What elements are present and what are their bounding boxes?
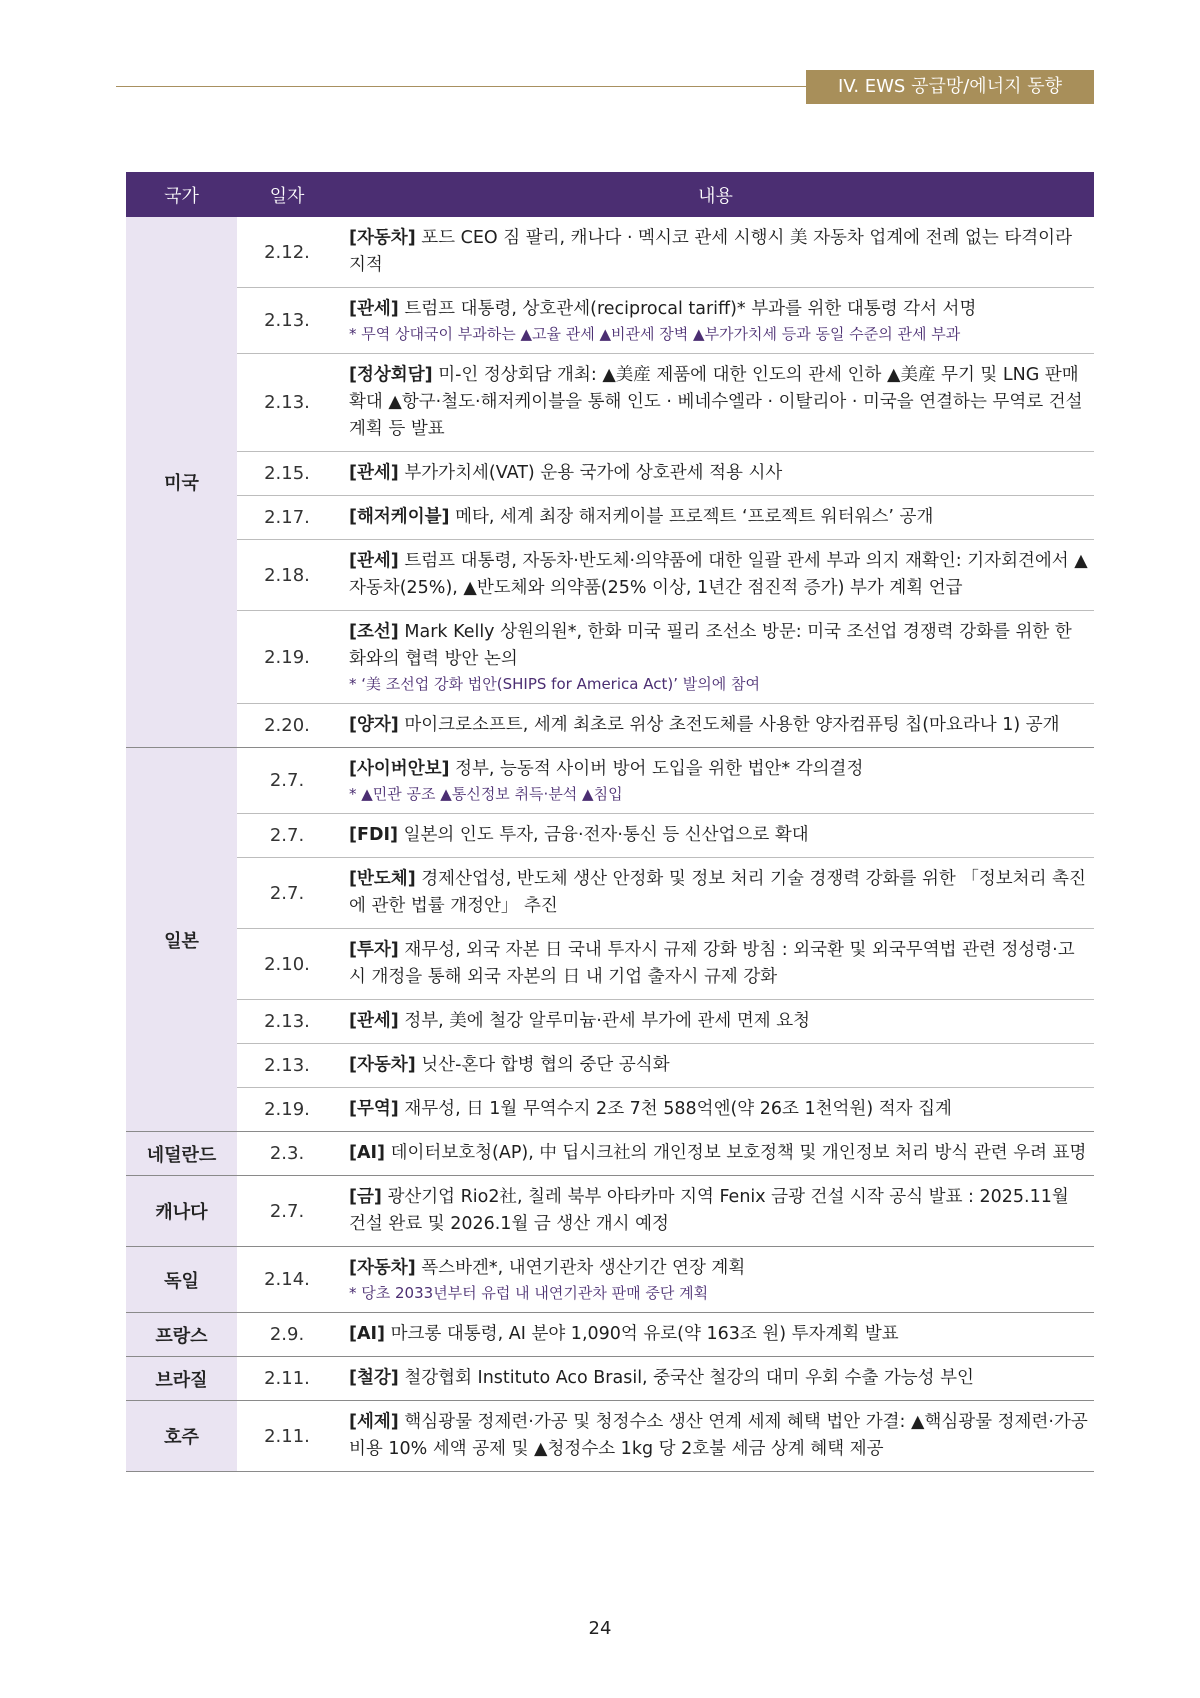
date-cell: 2.13.	[237, 1044, 337, 1088]
table-row	[126, 288, 1094, 354]
category-tag: [자동차]	[349, 228, 416, 248]
content-text	[349, 712, 1088, 739]
news-text: 메타, 세계 최장 해저케이블 프로젝트 ‘프로젝트 워터워스’ 공개	[449, 507, 934, 527]
table-row	[126, 496, 1094, 540]
date-cell: 2.7.	[237, 1176, 337, 1247]
table-row	[126, 1000, 1094, 1044]
news-text: 핵심광물 정제련·가공 및 청정수소 생산 연계 세제 혜택 법안 가결: ▲핵심광물 정제련·가공 비용 10% 세액 공제 및 ▲청정수소 1kg 당 2호불 세금 상계 혜택 제공	[349, 1412, 1088, 1459]
content-text	[349, 619, 1088, 673]
news-text: 닛산-혼다 합병 협의 중단 공식화	[415, 1055, 670, 1075]
date-cell: 2.19.	[237, 1088, 337, 1132]
table-row	[126, 748, 1094, 814]
content-text	[349, 1008, 1088, 1035]
table-row	[126, 704, 1094, 748]
date-cell: 2.15.	[237, 452, 337, 496]
column-header-date: 일자	[237, 172, 337, 217]
news-text: 부가가치세(VAT) 운용 국가에 상호관세 적용 시사	[398, 463, 783, 483]
country-cell: 호주	[126, 1401, 237, 1472]
date-cell: 2.12.	[237, 217, 337, 288]
footnote: * ▲민관 공조 ▲통신정보 취득·분석 ▲침입	[349, 785, 623, 803]
table-row	[126, 611, 1094, 704]
news-text: 재무성, 외국 자본 日 국내 투자시 규제 강화 방침 : 외국환 및 외국무역법 관련 정성령·고시 개정을 통해 외국 자본의 日 내 기업 출자시 규제 강화	[349, 940, 1075, 987]
date-cell: 2.19.	[237, 611, 337, 704]
news-text: 포드 CEO 짐 팔리, 캐나다 · 멕시코 관세 시행시 美 자동차 업계에 전례 없는 타격이라 지적	[349, 228, 1072, 275]
content-cell	[337, 611, 1094, 704]
country-cell: 네덜란드	[126, 1132, 237, 1176]
table-row	[126, 1176, 1094, 1247]
category-tag: [반도체]	[349, 869, 416, 889]
content-cell	[337, 929, 1094, 1000]
content-cell	[337, 814, 1094, 858]
content-cell	[337, 1401, 1094, 1472]
category-tag: [금]	[349, 1187, 382, 1207]
news-text: 정부, 美에 철강 알루미늄·관세 부가에 관세 면제 요청	[398, 1011, 811, 1031]
content-text	[349, 756, 1088, 783]
table-row	[126, 1247, 1094, 1313]
content-cell	[337, 217, 1094, 288]
content-text	[349, 1255, 1088, 1282]
content-text	[349, 866, 1088, 920]
news-table	[126, 172, 1094, 1472]
content-cell	[337, 1000, 1094, 1044]
date-cell: 2.7.	[237, 814, 337, 858]
header-rule	[116, 86, 806, 87]
content-text	[349, 1052, 1088, 1079]
content-cell	[337, 540, 1094, 611]
news-text: 철강협회 Instituto Aco Brasil, 중국산 철강의 대미 우회 수출 가능성 부인	[398, 1368, 974, 1388]
content-text	[349, 1365, 1088, 1392]
news-text: 광산기업 Rio2社, 칠레 북부 아타카마 지역 Fenix 금광 건설 시작 공식 발표 : 2025.11월 건설 완료 및 2026.1월 금 생산 개시 예정	[349, 1187, 1069, 1234]
content-cell	[337, 748, 1094, 814]
date-cell: 2.13.	[237, 1000, 337, 1044]
content-text	[349, 460, 1088, 487]
content-text	[349, 362, 1088, 443]
footnote: * 당초 2033년부터 유럽 내 내연기관차 판매 중단 계획	[349, 1284, 709, 1302]
table-row	[126, 354, 1094, 452]
content-cell	[337, 354, 1094, 452]
category-tag: [철강]	[349, 1368, 399, 1388]
content-cell	[337, 1313, 1094, 1357]
country-cell: 미국	[126, 217, 237, 748]
content-cell	[337, 858, 1094, 929]
content-cell	[337, 288, 1094, 354]
country-cell: 캐나다	[126, 1176, 237, 1247]
footnote: * 무역 상대국이 부과하는 ▲고율 관세 ▲비관세 장벽 ▲부가가치세 등과 동일 수준의 관세 부과	[349, 325, 961, 343]
section-tag: IV. EWS 공급망/에너지 동향	[806, 70, 1094, 104]
table-row	[126, 1132, 1094, 1176]
table-row	[126, 1357, 1094, 1401]
content-text	[349, 548, 1088, 602]
content-text	[349, 1321, 1088, 1348]
content-text	[349, 1409, 1088, 1463]
date-cell: 2.17.	[237, 496, 337, 540]
date-cell: 2.13.	[237, 354, 337, 452]
date-cell: 2.14.	[237, 1247, 337, 1313]
news-text: 폭스바겐*, 내연기관차 생산기간 연장 계획	[415, 1258, 746, 1278]
category-tag: [해저케이블]	[349, 507, 450, 527]
news-text: 일본의 인도 투자, 금융·전자·통신 등 신산업으로 확대	[398, 825, 809, 845]
content-text	[349, 225, 1088, 279]
news-text: 경제산업성, 반도체 생산 안정화 및 정보 처리 기술 경쟁력 강화를 위한 「정보처리 촉진에 관한 법률 개정안」 추진	[349, 869, 1086, 916]
category-tag: [관세]	[349, 551, 399, 571]
page-number: 24	[588, 1618, 612, 1639]
column-header-country: 국가	[126, 172, 237, 217]
column-header-content: 내용	[337, 172, 1094, 217]
table-row	[126, 217, 1094, 288]
category-tag: [관세]	[349, 463, 399, 483]
table-row	[126, 1313, 1094, 1357]
category-tag: [AI]	[349, 1143, 386, 1163]
category-tag: [투자]	[349, 940, 399, 960]
content-text	[349, 1140, 1088, 1167]
news-text: 트럼프 대통령, 자동차·반도체·의약품에 대한 일괄 관세 부과 의지 재확인: 기자회견에서 ▲자동차(25%), ▲반도체와 의약품(25% 이상, 1년간 점진적 증가) 부가 계획 언급	[349, 551, 1088, 598]
content-cell	[337, 1247, 1094, 1313]
table-header-row	[126, 172, 1094, 217]
footnote: * ‘美 조선업 강화 법안(SHIPS for America Act)’ 발의에 참여	[349, 675, 760, 693]
category-tag: [양자]	[349, 715, 399, 735]
category-tag: [조선]	[349, 622, 399, 642]
table-row	[126, 452, 1094, 496]
country-cell: 프랑스	[126, 1313, 237, 1357]
news-text: 재무성, 日 1월 무역수지 2조 7천 588억엔(약 26조 1천억원) 적자 집계	[398, 1099, 952, 1119]
table-row	[126, 540, 1094, 611]
country-cell: 일본	[126, 748, 237, 1132]
content-cell	[337, 1357, 1094, 1401]
news-text: 마이크로소프트, 세계 최초로 위상 초전도체를 사용한 양자컴퓨팅 칩(마요라나 1) 공개	[398, 715, 1060, 735]
date-cell: 2.3.	[237, 1132, 337, 1176]
table-body	[126, 217, 1094, 1472]
content-text	[349, 1096, 1088, 1123]
table-row	[126, 814, 1094, 858]
content-text	[349, 296, 1088, 323]
date-cell: 2.10.	[237, 929, 337, 1000]
date-cell: 2.11.	[237, 1401, 337, 1472]
category-tag: [사이버안보]	[349, 759, 450, 779]
news-text: 트럼프 대통령, 상호관세(reciprocal tariff)* 부과를 위한 대통령 각서 서명	[398, 299, 977, 319]
category-tag: [자동차]	[349, 1258, 416, 1278]
content-text	[349, 1184, 1088, 1238]
country-cell: 독일	[126, 1247, 237, 1313]
content-cell	[337, 452, 1094, 496]
news-text: 데이터보호청(AP), 中 딥시크社의 개인정보 보호정책 및 개인정보 처리 방식 관련 우려 표명	[385, 1143, 1087, 1163]
category-tag: [FDI]	[349, 825, 398, 845]
category-tag: [관세]	[349, 299, 399, 319]
date-cell: 2.11.	[237, 1357, 337, 1401]
table-row	[126, 1088, 1094, 1132]
table-row	[126, 1044, 1094, 1088]
news-text: 미-인 정상회담 개최: ▲美産 제품에 대한 인도의 관세 인하 ▲美産 무기 및 LNG 판매 확대 ▲항구·철도·해저케이블을 통해 인도 · 베네수엘라 · 이탈리아 · 미국을 연결하는 무역로 건설 계획 등 발표	[349, 365, 1083, 439]
date-cell: 2.9.	[237, 1313, 337, 1357]
date-cell: 2.7.	[237, 858, 337, 929]
table-row	[126, 858, 1094, 929]
content-text	[349, 504, 1088, 531]
content-cell	[337, 1176, 1094, 1247]
date-cell: 2.7.	[237, 748, 337, 814]
content-cell	[337, 1044, 1094, 1088]
category-tag: [정상회담]	[349, 365, 433, 385]
date-cell: 2.20.	[237, 704, 337, 748]
category-tag: [자동차]	[349, 1055, 416, 1075]
news-text: Mark Kelly 상원의원*, 한화 미국 필리 조선소 방문: 미국 조선업 경쟁력 강화를 위한 한화와의 협력 방안 논의	[349, 622, 1072, 669]
date-cell: 2.18.	[237, 540, 337, 611]
news-text: 마크롱 대통령, AI 분야 1,090억 유로(약 163조 원) 투자계획 발표	[385, 1324, 899, 1344]
table-row	[126, 929, 1094, 1000]
content-text	[349, 937, 1088, 991]
category-tag: [AI]	[349, 1324, 386, 1344]
news-text: 정부, 능동적 사이버 방어 도입을 위한 법안* 각의결정	[449, 759, 864, 779]
content-cell	[337, 1132, 1094, 1176]
content-cell	[337, 704, 1094, 748]
content-text	[349, 822, 1088, 849]
content-cell	[337, 1088, 1094, 1132]
category-tag: [관세]	[349, 1011, 399, 1031]
country-cell: 브라질	[126, 1357, 237, 1401]
date-cell: 2.13.	[237, 288, 337, 354]
category-tag: [무역]	[349, 1099, 399, 1119]
category-tag: [세제]	[349, 1412, 399, 1432]
content-cell	[337, 496, 1094, 540]
table-row	[126, 1401, 1094, 1472]
